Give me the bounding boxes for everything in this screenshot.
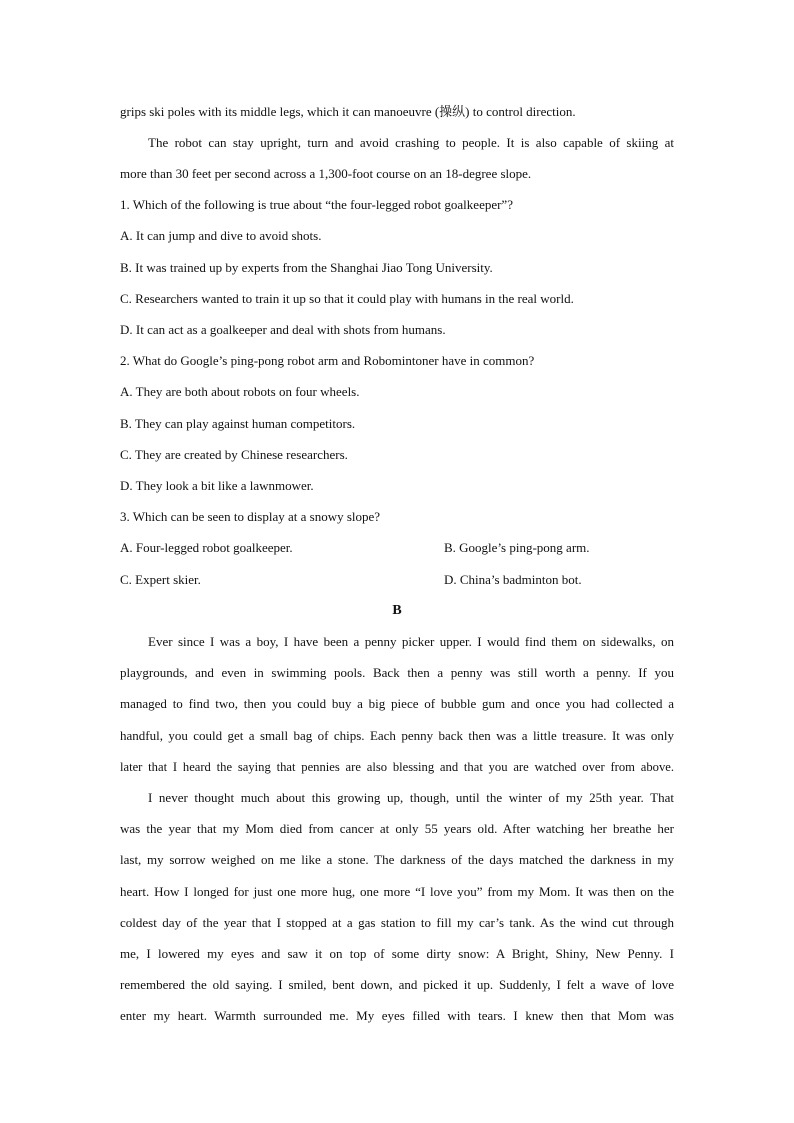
- section-b-heading: B: [392, 603, 402, 618]
- passage-b-line: last, my sorrow weighed on me like a stone. The darkness of the days matched the darkness in my: [120, 852, 674, 867]
- question-2-stem: 2. What do Google’s ping-pong robot arm and Robomintoner have in common?: [120, 353, 535, 368]
- question-1-option-d: D. It can act as a goalkeeper and deal with shots from humans.: [120, 322, 446, 337]
- passage-b-line: was the year that my Mom died from cancer at only 55 years old. After watching her breathe her: [120, 821, 674, 836]
- question-2-option-d: D. They look a bit like a lawnmower.: [120, 478, 314, 493]
- passage-b-line: enter my heart. Warmth surrounded me. My eyes filled with tears. I knew then that Mom was: [120, 1008, 674, 1023]
- question-1-stem: 1. Which of the following is true about “the four-legged robot goalkeeper”?: [120, 197, 513, 212]
- passage-b-line: heart. How I longed for just one more hug, one more “I love you” from my Mom. It was then on the: [120, 884, 674, 899]
- question-3-option-b: B. Google’s ping-pong arm.: [444, 540, 590, 555]
- question-1-option-a: A. It can jump and dive to avoid shots.: [120, 228, 322, 243]
- question-3-option-c: C. Expert skier.: [120, 572, 201, 587]
- passage-b-line: playgrounds, and even in swimming pools. Back then a penny was still worth a penny. If you: [120, 665, 674, 680]
- passage-b-line: me, I lowered my eyes and saw it on top of some dirty snow: A Bright, Shiny, New Penny. I: [120, 946, 674, 961]
- passage-a-line: grips ski poles with its middle legs, which it can manoeuvre (操纵) to control direction.: [120, 104, 576, 119]
- question-2-option-a: A. They are both about robots on four wheels.: [120, 384, 360, 399]
- question-1-option-c: C. Researchers wanted to train it up so that it could play with humans in the real world.: [120, 291, 574, 306]
- passage-b-line: coldest day of the year that I stopped at a gas station to fill my car’s tank. As the wind cut through: [120, 915, 674, 930]
- passage-b-line: later that I heard the saying that pennies are also blessing and that you are watched over from above.: [120, 760, 674, 774]
- passage-b-line: I never thought much about this growing up, though, until the winter of my 25th year. That: [148, 790, 674, 805]
- question-3-stem: 3. Which can be seen to display at a snowy slope?: [120, 509, 381, 524]
- question-2-option-c: C. They are created by Chinese researchers.: [120, 447, 348, 462]
- passage-a-line: The robot can stay upright, turn and avoid crashing to people. It is also capable of skiing at: [148, 135, 674, 150]
- question-3-option-a: A. Four-legged robot goalkeeper.: [120, 540, 293, 555]
- question-2-option-b: B. They can play against human competitors.: [120, 416, 356, 431]
- question-3-option-d: D. China’s badminton bot.: [444, 572, 582, 587]
- passage-b-line: remembered the old saying. I smiled, bent down, and picked it up. Suddenly, I felt a wave of love: [120, 977, 674, 992]
- passage-a-line: more than 30 feet per second across a 1,300-foot course on an 18-degree slope.: [120, 166, 532, 181]
- passage-b-line: managed to find two, then you could buy a big piece of bubble gum and once you had collected a: [120, 696, 674, 711]
- passage-b-line: handful, you could get a small bag of chips. Each penny back then was a little treasure. It was only: [120, 728, 674, 743]
- passage-b-line: Ever since I was a boy, I have been a penny picker upper. I would find them on sidewalks, on: [148, 634, 674, 649]
- question-1-option-b: B. It was trained up by experts from the Shanghai Jiao Tong University.: [120, 260, 493, 275]
